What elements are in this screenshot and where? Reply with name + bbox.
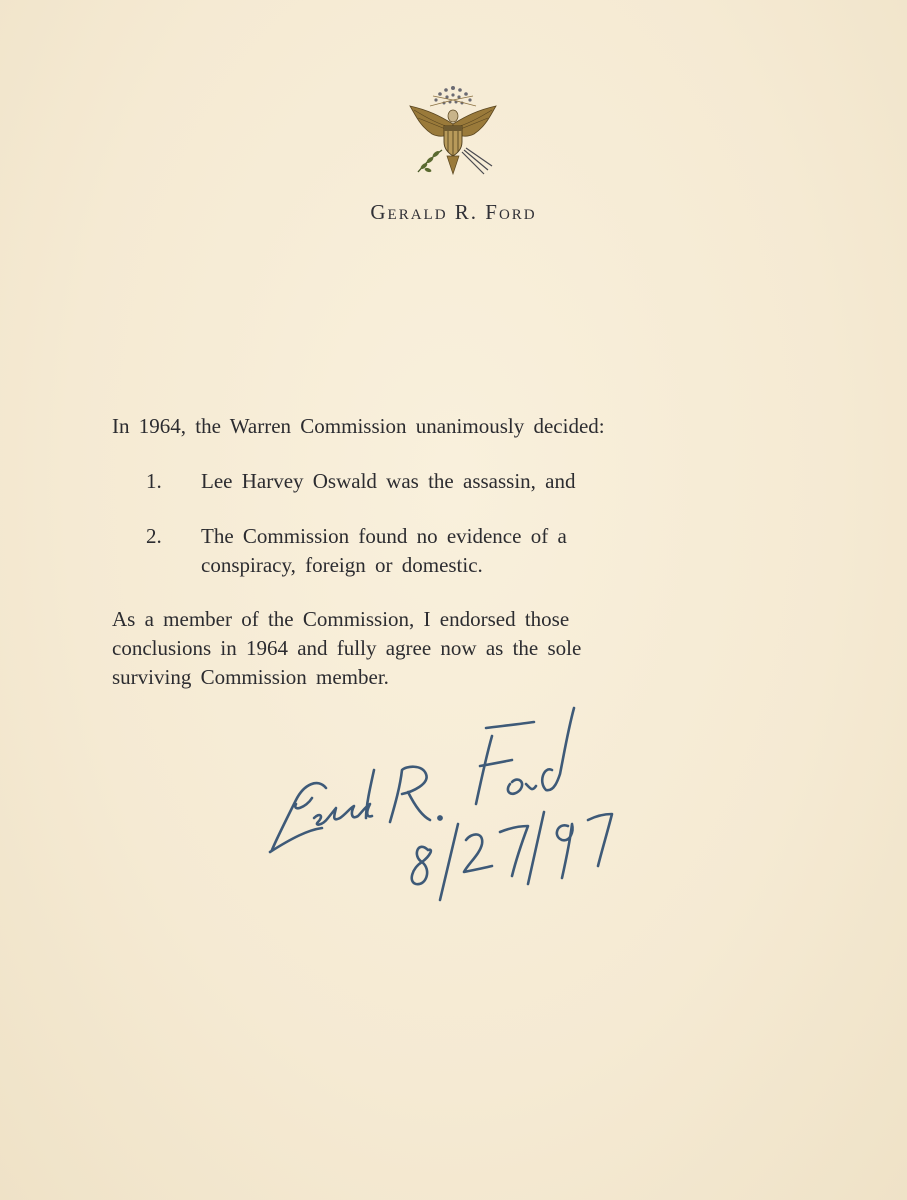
- list-item-line: The Commission found no evidence of a: [201, 524, 567, 548]
- letter-intro: In 1964, the Warren Commission unanimously decided:: [112, 414, 605, 438]
- list-item-number: 1.: [146, 469, 162, 493]
- list-item-number: 2.: [146, 524, 162, 548]
- list-item-line: Lee Harvey Oswald was the assassin, and: [201, 469, 576, 493]
- closing-line: As a member of the Commission, I endorsed those: [112, 607, 570, 631]
- list-item-line: conspiracy, foreign or domestic.: [201, 553, 483, 577]
- list-item-text: [201, 467, 721, 496]
- handwritten-signature: [262, 700, 662, 910]
- list-item-text: [201, 522, 721, 580]
- closing-line: conclusions in 1964 and fully agree now as the sole: [112, 636, 582, 660]
- presidential-eagle-seal-icon: [400, 80, 506, 186]
- closing-line: surviving Commission member.: [112, 665, 389, 689]
- letterhead-name: Gerald R. Ford: [370, 200, 537, 224]
- letter-closing: [112, 605, 732, 692]
